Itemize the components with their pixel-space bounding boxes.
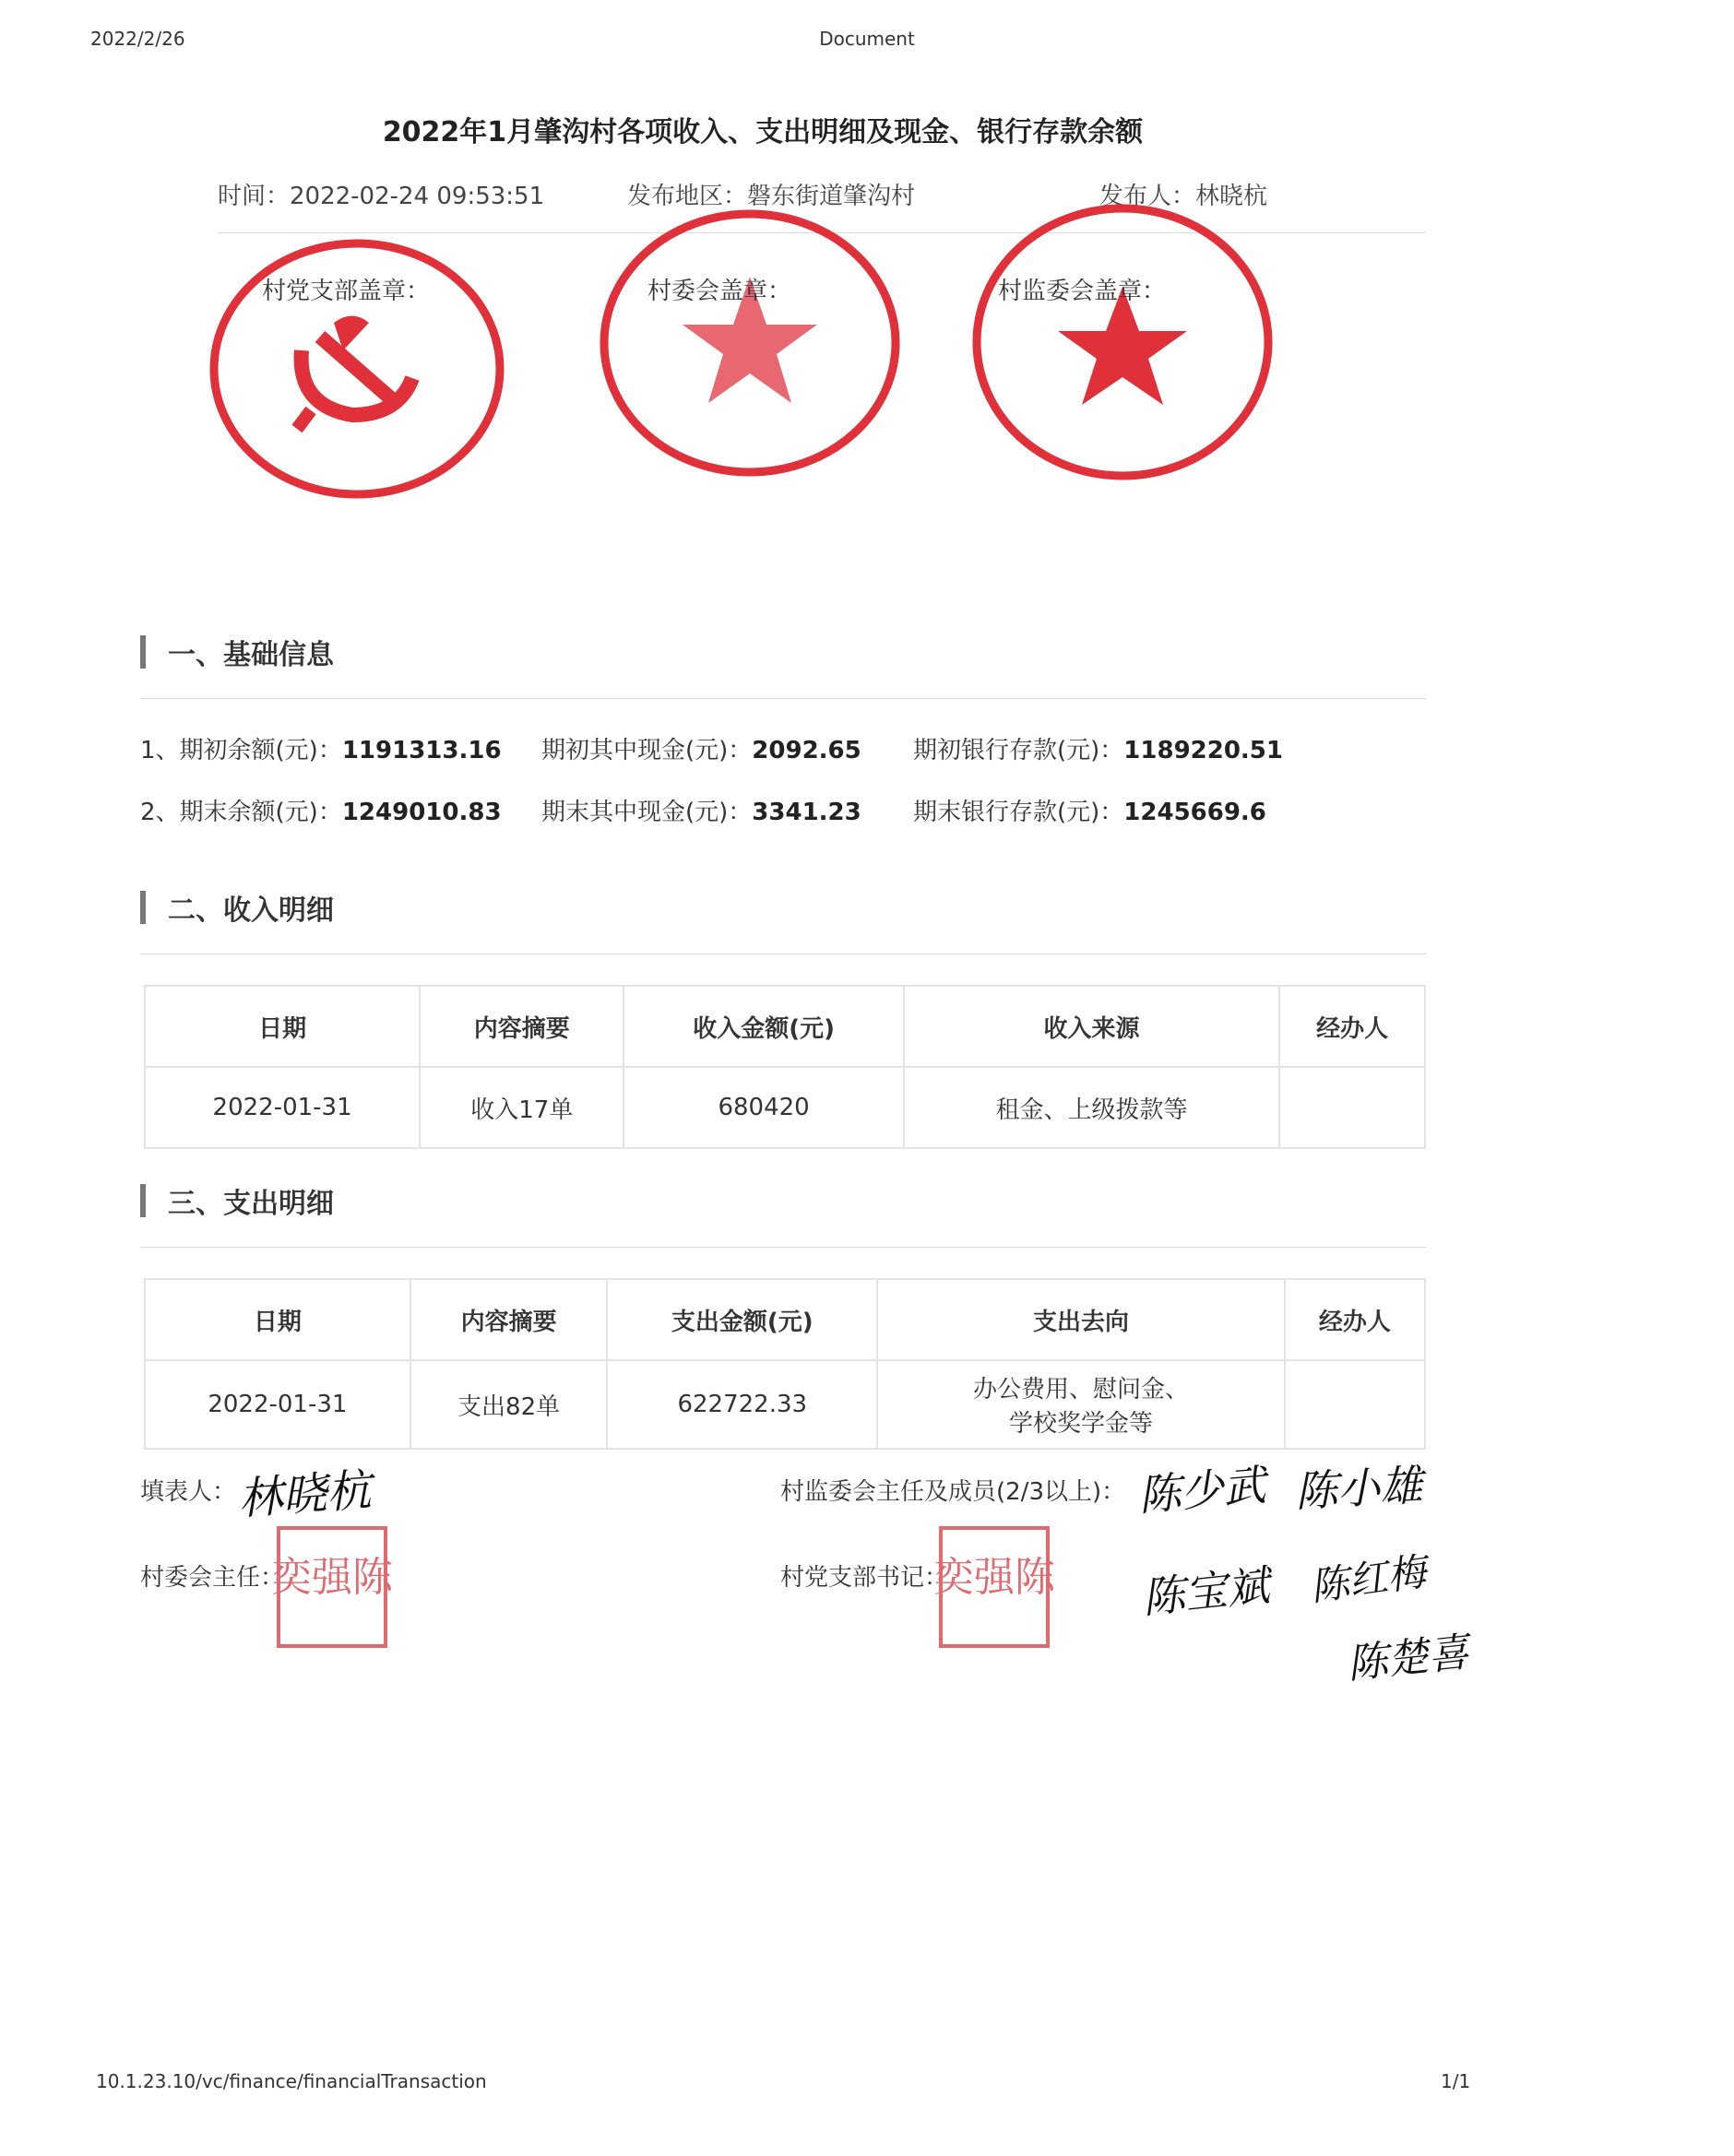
table-header-row	[145, 1279, 1425, 1360]
seal-chars: 奕强陈	[933, 1554, 1055, 1601]
section-income-heading: 二、收入明细	[140, 887, 334, 928]
col-amount: 支出金额(元)	[607, 1279, 877, 1360]
col-destination: 支出去向	[877, 1279, 1285, 1360]
footer-page: 1/1	[1441, 2070, 1471, 2092]
filler-label: 填表人：	[140, 1478, 237, 1506]
opening-cash: 期初其中现金(元)：2092.65	[541, 737, 861, 764]
cell-source: 租金、上级拨款等	[904, 1067, 1280, 1148]
director-label: 村委会主任：	[140, 1564, 285, 1592]
divider	[140, 1247, 1426, 1248]
committee-seal-label: 村委会盖章：	[647, 278, 792, 305]
col-handler: 经办人	[1285, 1279, 1425, 1360]
table-header-row	[145, 986, 1425, 1067]
cell-amount: 622722.33	[607, 1360, 877, 1449]
cell-summary: 支出82单	[410, 1360, 608, 1449]
col-handler: 经办人	[1279, 986, 1425, 1067]
supervisor-signature: 陈红梅	[1307, 1548, 1430, 1610]
cell-date: 2022-01-31	[145, 1067, 420, 1148]
filler-signature: 林晓杭	[236, 1464, 374, 1525]
col-date: 日期	[145, 986, 420, 1067]
print-doc-title: Document	[819, 28, 915, 50]
footer-url: 10.1.23.10/vc/finance/financialTransaction	[96, 2070, 487, 2092]
cell-handler	[1279, 1067, 1425, 1148]
supervisor-signature: 陈少武	[1136, 1460, 1268, 1521]
col-source: 收入来源	[904, 986, 1280, 1067]
cell-amount: 680420	[624, 1067, 903, 1148]
col-date: 日期	[145, 1279, 410, 1360]
closing-cash: 期末其中现金(元)：3341.23	[541, 799, 861, 826]
supervision-committee-seal	[970, 199, 1275, 489]
cell-date: 2022-01-31	[145, 1360, 410, 1449]
section-basic-heading: 一、基础信息	[140, 632, 334, 672]
cell-summary: 收入17单	[420, 1067, 624, 1148]
page-title: 2022年1月肇沟村各项收入、支出明细及现金、银行存款余额	[382, 116, 1144, 148]
secretary-seal	[933, 1526, 1055, 1648]
supervision-seal-label: 村监委会盖章：	[998, 278, 1167, 305]
supervisor-label: 村监委会主任及成员(2/3以上)：	[780, 1478, 1126, 1506]
supervisor-signature: 陈小雄	[1293, 1460, 1424, 1517]
opening-balance: 1、期初余额(元)：1191313.16	[140, 737, 502, 764]
col-amount: 收入金额(元)	[624, 986, 903, 1067]
income-table	[144, 985, 1426, 1149]
table-row	[145, 1067, 1425, 1148]
print-date: 2022/2/26	[90, 28, 185, 50]
table-row	[145, 1360, 1425, 1449]
publisher: 发布人：林晓杭	[1099, 183, 1268, 210]
secretary-label: 村党支部书记：	[780, 1564, 949, 1592]
director-seal	[271, 1526, 393, 1648]
col-summary: 内容摘要	[420, 986, 624, 1067]
cell-handler	[1285, 1360, 1425, 1449]
expense-table	[144, 1278, 1426, 1450]
publish-time: 时间：2022-02-24 09:53:51	[218, 183, 545, 210]
publish-region: 发布地区：磐东街道肇沟村	[627, 183, 916, 210]
section-expense-heading: 三、支出明细	[140, 1180, 334, 1221]
closing-balance: 2、期末余额(元)：1249010.83	[140, 799, 502, 826]
supervisor-signature: 陈楚喜	[1345, 1629, 1471, 1688]
opening-bank: 期初银行存款(元)：1189220.51	[913, 737, 1283, 764]
cell-destination: 办公费用、慰问金、 学校奖学金等	[877, 1360, 1285, 1449]
col-summary: 内容摘要	[410, 1279, 608, 1360]
seal-chars: 奕强陈	[271, 1554, 393, 1601]
party-seal-label: 村党支部盖章：	[262, 278, 431, 305]
villagers-committee-seal	[598, 205, 902, 485]
supervisor-signature: 陈宝斌	[1139, 1559, 1272, 1624]
divider	[140, 698, 1426, 699]
closing-bank: 期末银行存款(元)：1245669.6	[913, 799, 1266, 826]
